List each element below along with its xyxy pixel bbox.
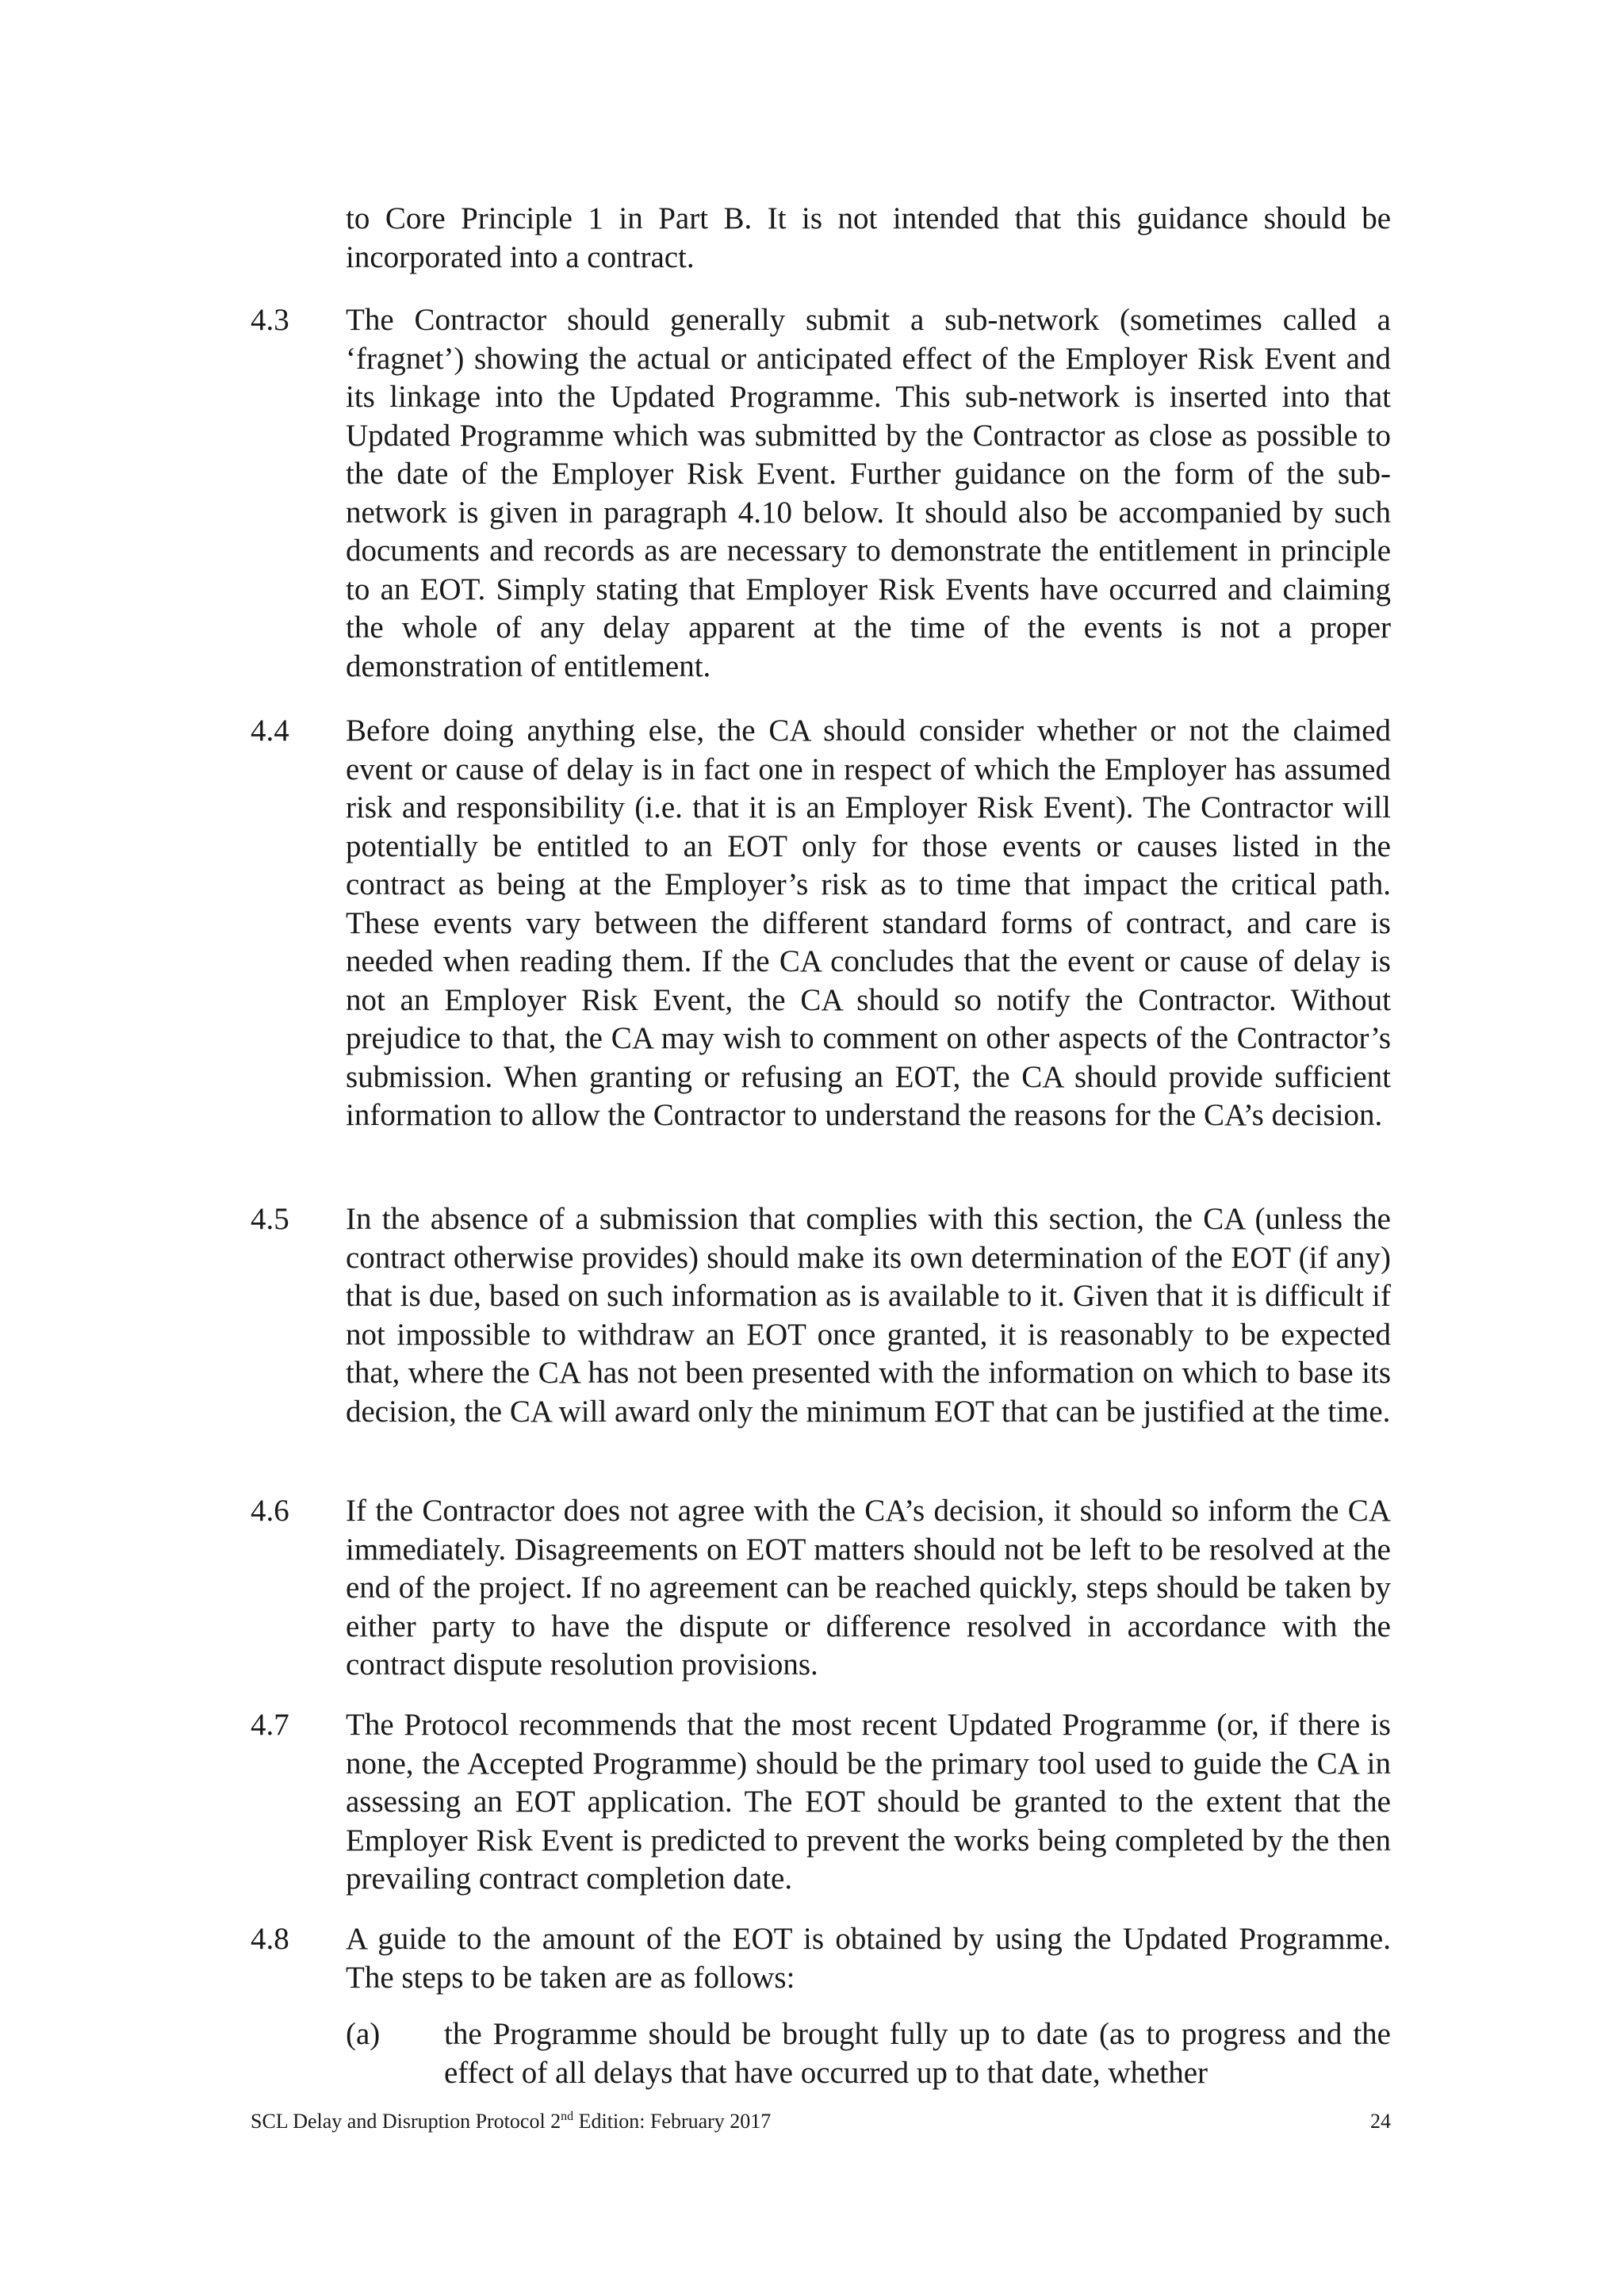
paragraph-text: In the absence of a submission that complies with this section, the CA (unless the contract otherwise provides) should make its own determination of the EOT (if any) that is due, based on such information as is available to it. Given that it is difficult if not impossible to withdraw an EOT once granted, it is reasonably to be expected that, where the CA has not been presented with the information on which to base its decision, the CA will award only the minimum EOT that can be justified at the time. — [346, 1202, 1391, 1429]
paragraph-number: 4.8 — [251, 1922, 289, 1956]
paragraph-number: 4.4 — [251, 714, 289, 748]
page-number: 24 — [1370, 2110, 1391, 2133]
footer-ordinal-suffix: nd — [561, 2110, 574, 2123]
paragraph-text: Before doing anything else, the CA should consider whether or not the claimed event or cause of delay is in fact one in respect of which the Employer has assumed risk and responsibility (i.e. that it is an Employer Risk Event). The Contractor will potentially be entitled to an EOT only for those events or causes listed in the contract as being at the Employer’s risk as to time that impact the critical path. These events vary between the different standard forms of contract, and care is needed when reading them. If the CA concludes that the event or cause of delay is not an Employer Risk Event, the CA should so notify the Contractor. Without prejudice to that, the CA may wish to comment on other aspects of the Contractor’s submission. When granting or refusing an EOT, the CA should provide sufficient information to allow the Contractor to understand the reasons for the CA’s decision. — [346, 714, 1391, 1132]
paragraph-number: 4.7 — [251, 1708, 289, 1742]
footer-document-title — [251, 2109, 771, 2134]
paragraph-number: 4.5 — [251, 1202, 289, 1236]
paragraph-number: 4.6 — [251, 1494, 289, 1528]
sub-item-label: (a) — [346, 2017, 381, 2051]
paragraph-text: The Protocol recommends that the most recent Updated Programme (or, if there is none, the Accepted Programme) should be the primary tool used to guide the CA in assessing an EOT application. The EOT should be granted to the extent that the Employer Risk Event is predicted to prevent the works being completed by the then prevailing contract completion date. — [346, 1708, 1391, 1896]
paragraph-text: If the Contractor does not agree with the CA’s decision, it should so inform the CA immediately. Disagreements on EOT matters should not be left to be resolved at the end of the project. If no agreement can be reached quickly, steps should be taken by either party to have the dispute or difference resolved in accordance with the contract dispute resolution provisions. — [346, 1494, 1391, 1682]
sub-item-text: the Programme should be brought fully up to date (as to progress and the effect of all delays that have occurred up to that date, whether — [444, 2017, 1391, 2090]
footer-title-prefix: SCL Delay and Disruption Protocol 2 — [251, 2110, 561, 2133]
paragraph-text: The Contractor should generally submit a sub-network (sometimes called a ‘fragnet’) showing the actual or anticipated effect of the Employer Risk Event and its linkage into the Updated Programme. This sub-network is inserted into that Updated Programme which was submitted by the Contractor as close as possible to the date of the Employer Risk Event. Further guidance on the form of the sub-network is given in paragraph 4.10 below. It should also be accompanied by such documents and records as are necessary to demonstrate the entitlement in principle to an EOT. Simply stating that Employer Risk Events have occurred and claiming the whole of any delay apparent at the time of the events is not a proper demonstration of entitlement. — [346, 303, 1391, 683]
paragraph-number: 4.3 — [251, 303, 289, 337]
continuation-text: to Core Principle 1 in Part B. It is not intended that this guidance should be incorporated into a contract. — [346, 201, 1391, 274]
paragraph-text: A guide to the amount of the EOT is obtained by using the Updated Programme. The steps to be taken are as follows: — [346, 1922, 1391, 1995]
footer-title-suffix: Edition: February 2017 — [573, 2110, 772, 2133]
